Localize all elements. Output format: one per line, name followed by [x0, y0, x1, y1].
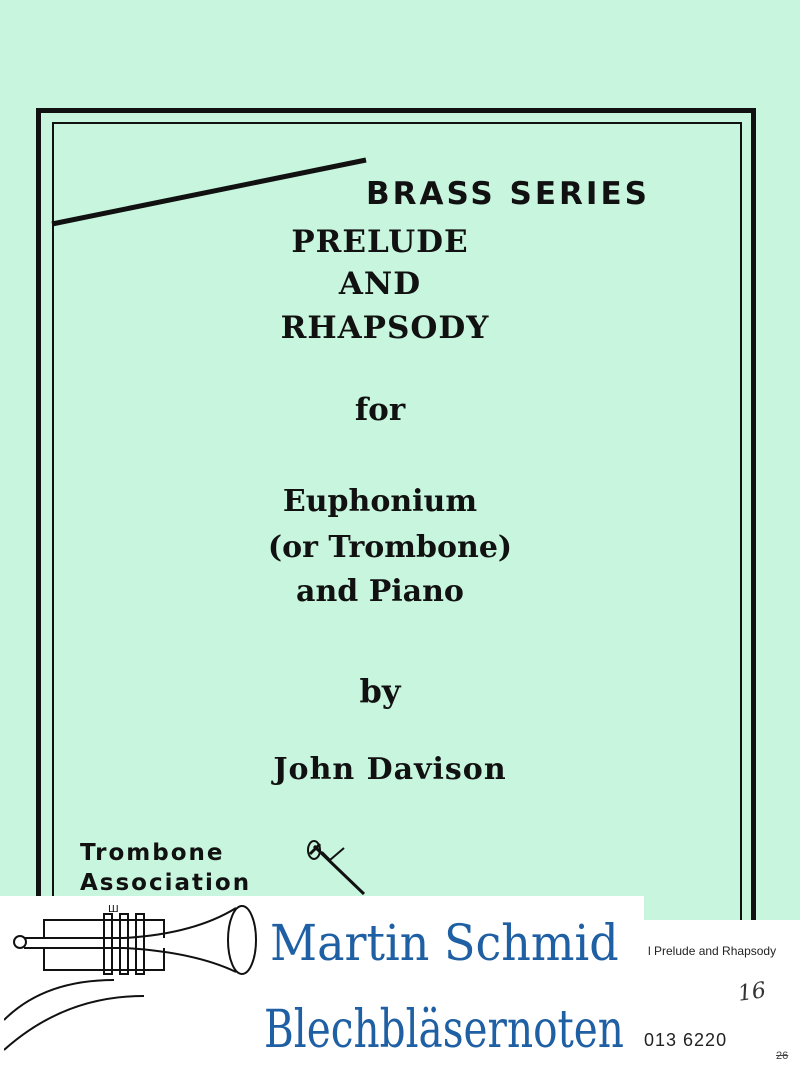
svg-text:Ш: Ш — [108, 904, 119, 915]
composer-name: John Davison — [273, 752, 507, 787]
for-label: for — [354, 392, 406, 428]
dealer-name: Martin Schmid — [270, 914, 619, 972]
title-line-2: AND — [338, 266, 422, 302]
trombone-icon — [300, 840, 380, 900]
instrument-line-3: and Piano — [296, 574, 464, 609]
trumpet-icon — [4, 900, 266, 1060]
publisher-line-2: Association — [80, 870, 252, 896]
title-line-1: PRELUDE — [291, 224, 469, 260]
by-label: by — [359, 672, 401, 710]
barcode-number: 013 6220 — [644, 1030, 728, 1050]
series-heading: BRASS SERIES — [366, 176, 650, 212]
dealer-subtitle: Blechbläsernoten — [264, 1000, 624, 1060]
publisher-line-1: Trombone — [80, 840, 225, 866]
title-line-3: RHAPSODY — [280, 310, 490, 346]
instrument-line-2: (or Trombone) — [267, 530, 513, 565]
instrument-line-1: Euphonium — [282, 484, 478, 519]
handwritten-note: 16 — [736, 978, 768, 1007]
sticker-title: l Prelude and Rhapsody — [648, 944, 777, 958]
price-text: 26 — [776, 1050, 789, 1062]
